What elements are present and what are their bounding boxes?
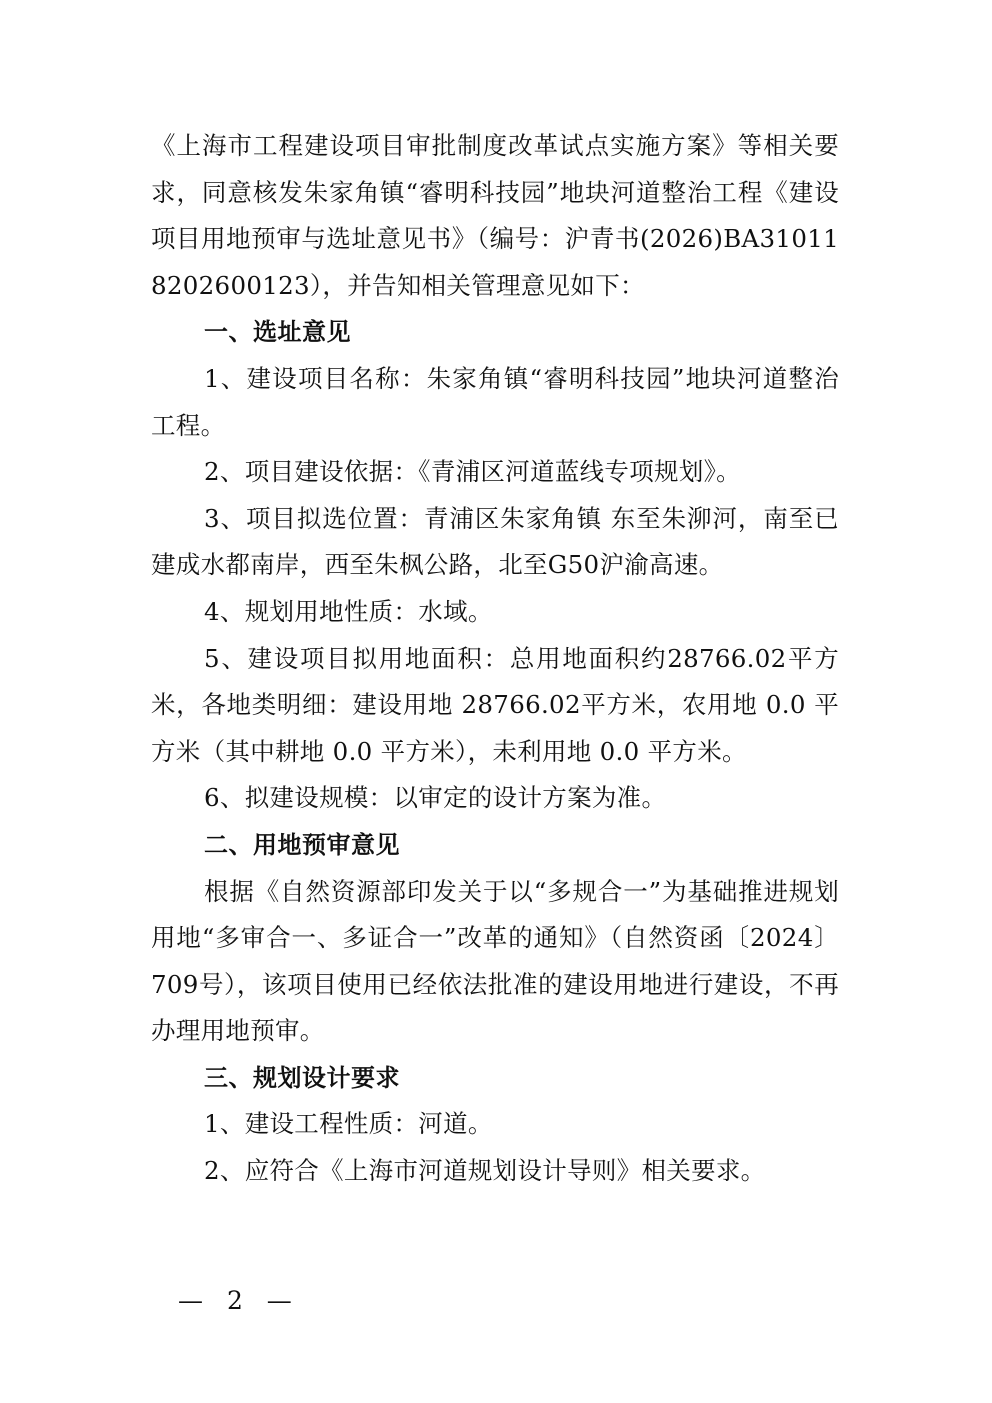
section-heading-land-pre-review: 二、用地预审意见 bbox=[204, 830, 400, 859]
document-body bbox=[151, 123, 839, 1195]
section-heading-design-requirements: 三、规划设计要求 bbox=[204, 1063, 400, 1092]
design-item-nature: 1、建设工程性质：河道。 bbox=[204, 1109, 493, 1139]
site-item-project-name: 1、建设项目名称：朱家角镇“睿明科技园”地块河道整治工程。 bbox=[151, 363, 839, 440]
site-item-location: 3、项目拟选位置：青浦区朱家角镇 东至朱泖河，南至已建成水都南岸，西至朱枫公路，北至G50沪渝高速。 bbox=[151, 503, 839, 580]
site-item-basis: 2、项目建设依据：《青浦区河道蓝线专项规划》。 bbox=[204, 457, 741, 487]
site-item-land-use: 4、规划用地性质：水域。 bbox=[204, 596, 493, 626]
site-item-scale: 6、拟建设规模：以审定的设计方案为准。 bbox=[204, 783, 667, 813]
land-pre-review-body: 根据《自然资源部印发关于以“多规合一”为基础推进规划用地“多审合一、多证合一”改革的通知》（自然资函〔2024〕709号），该项目使用已经依法批准的建设用地进行建设，不再办理用地预审。 bbox=[151, 876, 839, 1046]
intro-paragraph: 《上海市工程建设项目审批制度改革试点实施方案》等相关要求，同意核发朱家角镇“睿明科技园”地块河道整治工程《建设项目用地预审与选址意见书》（编号：沪青书(2026)BA310118202600123），并告知相关管理意见如下： bbox=[151, 131, 839, 300]
page-number: — 2 — bbox=[178, 1286, 300, 1315]
design-item-guideline: 2、应符合《上海市河道规划设计导则》相关要求。 bbox=[204, 1156, 766, 1186]
section-heading-site-selection: 一、选址意见 bbox=[204, 318, 351, 347]
site-item-land-area: 5、建设项目拟用地面积：总用地面积约28766.02平方米，各地类明细：建设用地 28766.02平方米，农用地 0.0 平方米（其中耕地 0.0 平方米），未利用地 0.0 平方米。 bbox=[151, 643, 839, 766]
